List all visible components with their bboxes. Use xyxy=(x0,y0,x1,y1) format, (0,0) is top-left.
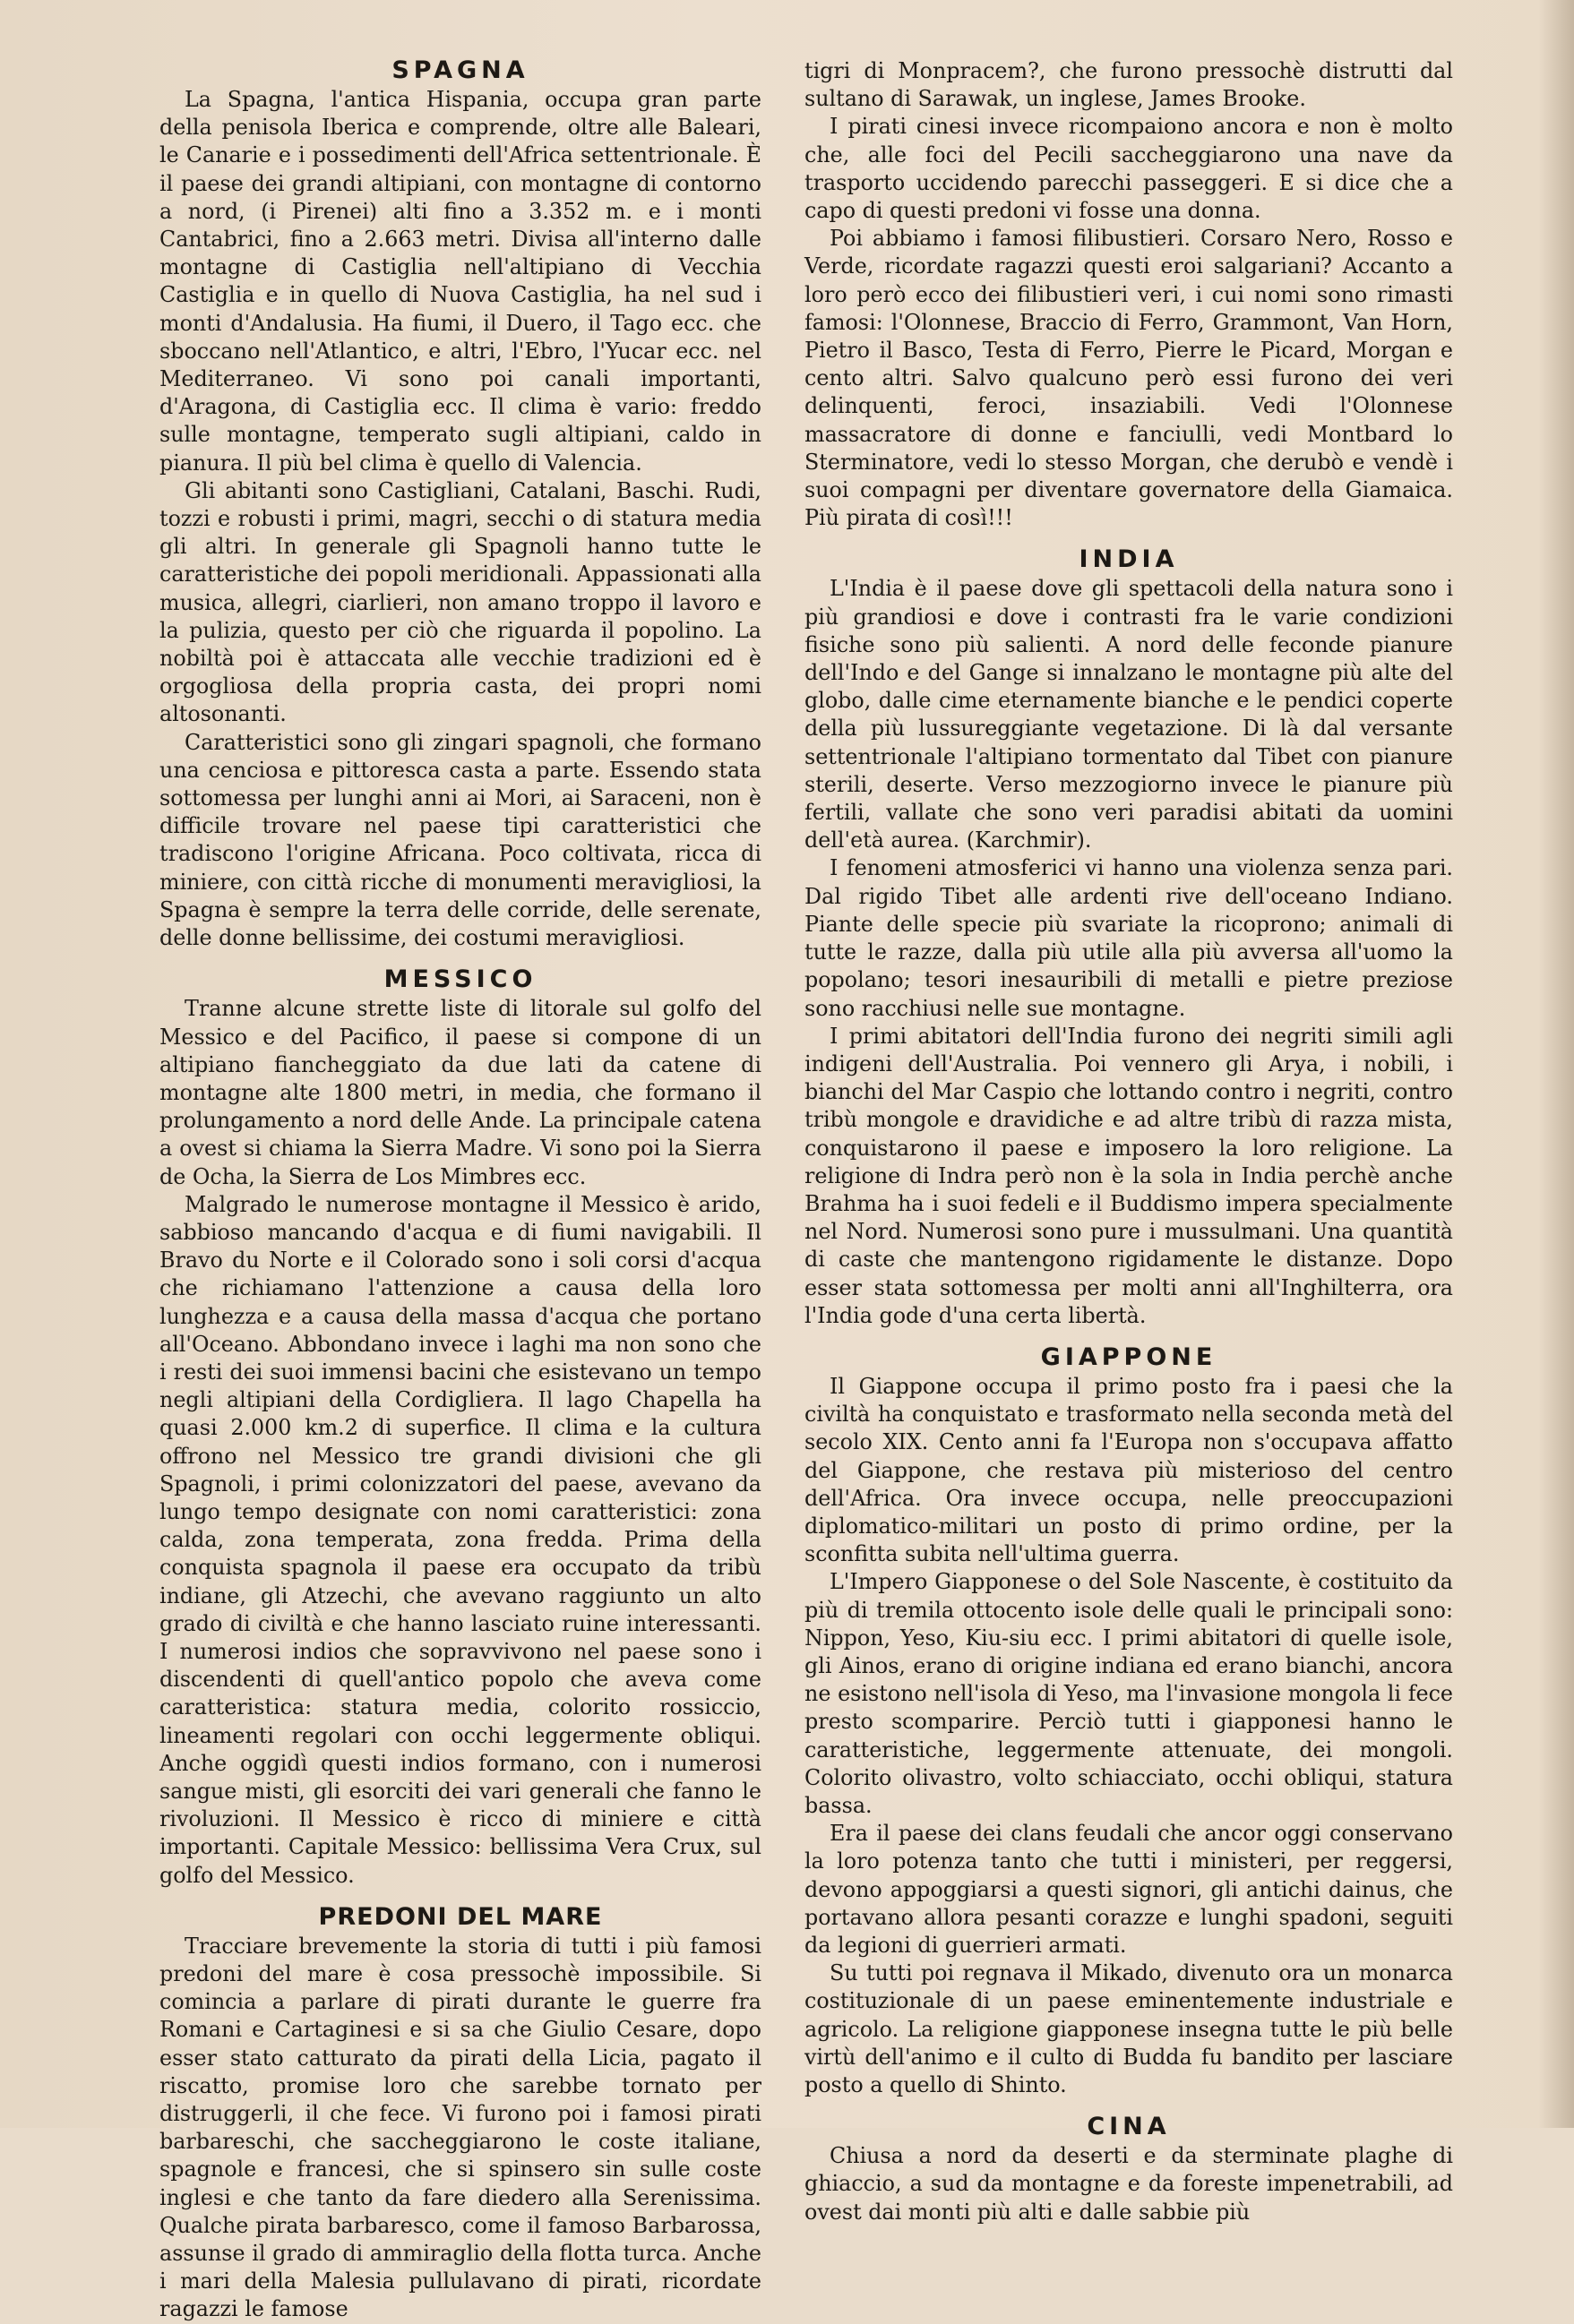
paragraph: Tranne alcune strette liste di litorale sul golfo del Messico e del Pacifico, il paese si compone di un altipiano fiancheggiato da due lati da catene di montagne alte 1800 metri, in media, che formano il prolungamento a nord delle Ande. La principale catena a ovest si chiama la Sierra Madre. Vi sono poi la Sierra de Ocha, la Sierra de Los Mimbres ecc. xyxy=(159,996,761,1189)
paragraph: Tracciare brevemente la storia di tutti i più famosi predoni del mare è cosa pressochè impossibile. Si comincia a parlare di pirati durante le guerre fra Romani e Cartaginesi e si sa che Giulio Cesare, dopo esser stato catturato da pirati della Licia, pagato il riscatto, promise loro che sarebbe tornato per distruggerli, il che fece. Vi furono poi i famosi pirati barbareschi, che saccheggiarono le coste italiane, spagnole e francesi, che si spinsero sin sulle coste inglesi e che tanto da fare diedero alla Serenissima. Qualche pirata barbaresco, come il famoso Barbarossa, assunse il grado di ammiraglio della flotta turca. Anche i mari della Malesia pullulavano di pirati, ricordate ragazzi le famose xyxy=(159,1933,761,2322)
paragraph: La Spagna, l'antica Hispania, occupa gran parte della penisola Iberica e comprende, oltre alle Baleari, le Canarie e i possedimenti dell'Africa settentrionale. È il paese dei grandi altipiani, con montagne di contorno a nord, (i Pirenei) alti fino a 3.352 m. e i monti Cantabrici, fino a 2.663 metri. Divisa all'interno dalle montagne di Castiglia nell'altipiano di Vecchia Castiglia e in quello di Nuova Castiglia, ha nel sud i monti d'Andalusia. Ha fiumi, il Duero, il Tago ecc. che sboccano nell'Atlantico, e altri, l'Ebro, l'Yucar ecc. nel Mediterraneo. Vi sono poi canali importanti, d'Aragona, di Castiglia ecc. Il clima è vario: freddo sulle montagne, temperato sugli altipiani, caldo in pianura. Il più bel clima è quello di Valencia. xyxy=(159,87,761,476)
paragraph: Chiusa a nord da deserti e da sterminate plaghe di ghiaccio, a sud da montagne e da foreste impenetrabili, ad ovest dai monti più alti e dalle sabbie più xyxy=(804,2143,1453,2225)
paragraph: L'Impero Giapponese o del Sole Nascente, è costituito da più di tremila ottocento isole delle quali le principali sono: Nippon, Yeso, Kiu-siu ecc. I primi abitatori di quelle isole, gli Ainos, erano di origine indiana ed erano bianchi, ancora ne esistono nell'isola di Yeso, ma l'invasione mongola li fece presto scomparire. Perciò tutti i giapponesi hanno le caratteristiche, leggermente attenuate, dei mongoli. Colorito olivastro, volto schiacciato, occhi obliqui, statura bassa. xyxy=(804,1569,1453,1818)
left-column xyxy=(159,56,761,2324)
paragraph: Caratteristici sono gli zingari spagnoli, che formano una cenciosa e pittoresca casta a parte. Essendo stata sottomessa per lunghi anni ai Mori, ai Saraceni, non è difficile trovare nel paese tipi caratteristici che tradiscono l'origine Africana. Poco coltivata, ricca di miniere, con città ricche di monumenti meravigliosi, la Spagna è sempre la terra delle corride, delle serenate, delle donne bellissime, dei costumi meravigliosi. xyxy=(159,729,761,951)
paragraph: Gli abitanti sono Castigliani, Catalani, Baschi. Rudi, tozzi e robusti i primi, magri, secchi o di statura media gli altri. In generale gli Spagnoli hanno tutte le caratteristiche dei popoli meridionali. Appassionati alla musica, allegri, ciarlieri, non amano troppo il lavoro e la pulizia, questo per ciò che riguarda il popolino. La nobiltà poi è attaccata alle vecchie tradizioni ed è orgogliosa della propria casta, dei propri nomi altosonanti. xyxy=(159,477,761,727)
right-column xyxy=(804,57,1453,2226)
paragraph: I fenomeni atmosferici vi hanno una violenza senza pari. Dal rigido Tibet alle ardenti rive dell'oceano Indiano. Piante delle specie più svariate la ricoprono; animali di tutte le razze, dalla più utile alla più avversa all'uomo la popolano; tesori inesauribili di metalli e pietre preziose sono racchiusi nelle sue montagne. xyxy=(804,855,1453,1021)
section-heading-messico: MESSICO xyxy=(383,965,538,994)
paragraph: L'India è il paese dove gli spettacoli della natura sono i più grandiosi e dove i contrasti fra le varie condizioni fisiche sono più salienti. A nord delle feconde pianure dell'Indo e del Gange si innalzano le montagne più alte del globo, dalle cime eternamente bianche e le pendici coperte della più lussureggiante vegetazione. Di là dal versante settentrionale l'altipiano tormentato dal Tibet con pianure sterili, deserte. Verso mezzogiorno invece le pianure più fertili, vallate che sono veri paradisi abitati da uomini dell'età aurea. (Karchmir). xyxy=(804,576,1453,853)
section-heading-spagna: SPAGNA xyxy=(391,56,529,84)
page-edge-shadow xyxy=(1538,0,1574,2128)
section-heading-predoni-del-mare: PREDONI DEL MARE xyxy=(318,1902,603,1931)
paragraph: Su tutti poi regnava il Mikado, divenuto ora un monarca costituzionale di un paese eminentemente industriale e agricolo. La religione giapponese insegna tutte le più belle virtù dell'animo e il culto di Budda fu bandito per lasciare posto a quello di Shinto. xyxy=(804,1960,1453,2098)
section-heading-india: INDIA xyxy=(1079,545,1179,574)
paragraph: I primi abitatori dell'India furono dei negriti simili agli indigeni dell'Australia. Poi vennero gli Arya, i nobili, i bianchi del Mar Caspio che lottando contro i negriti, contro tribù mongole e dravidiche e ad altre tribù di razza mista, conquistarono il paese e imposero la loro religione. La religione di Indra però non è la sola in India perchè anche Brahma ha i suoi fedeli e il Buddismo impera specialmente nel Nord. Numerosi sono pure i mussulmani. Una quantità di caste che mantengono rigidamente le distanze. Dopo esser stata sottomessa per molti anni all'Inghilterra, ora l'India gode d'una certa libertà. xyxy=(804,1023,1453,1328)
paragraph: Poi abbiamo i famosi filibustieri. Corsaro Nero, Rosso e Verde, ricordate ragazzi questi eroi salgariani? Accanto a loro però ecco dei filibustieri veri, i cui nomi sono rimasti famosi: l'Olonnese, Braccio di Ferro, Grammont, Van Horn, Pietro il Basco, Testa di Ferro, Pierre le Picard, Morgan e cento altri. Salvo qualcuno però essi furono dei veri delinquenti, feroci, insaziabili. Vedi l'Olonnese massacratore di donne e fanciulli, vedi Montbard lo Sterminatore, vedi lo stesso Morgan, che derubò e vendè i suoi compagni per diventare governatore della Giamaica. Più pirata di così!!! xyxy=(804,226,1453,531)
paragraph: Era il paese dei clans feudali che ancor oggi conservano la loro potenza tanto che tutti i ministeri, per reggersi, devono appoggiarsi a questi signori, gli antichi dainus, che portavano allora pesanti corazze e lunghi spadoni, seguiti da legioni di guerrieri armati. xyxy=(804,1821,1453,1958)
section-heading-giappone: GIAPPONE xyxy=(1040,1342,1217,1371)
paragraph: I pirati cinesi invece ricompaiono ancora e non è molto che, alle foci del Pecili saccheggiarono una nave da trasporto uccidendo parecchi passeggeri. E si dice che a capo di questi predoni vi fosse una donna. xyxy=(804,114,1453,224)
paragraph: Malgrado le numerose montagne il Messico è arido, sabbioso mancando d'acqua e di fiumi navigabili. Il Bravo du Norte e il Colorado sono i soli corsi d'acqua che richiamano l'attenzione a causa della loro lunghezza e a causa della massa d'acqua che portano all'Oceano. Abbondano invece i laghi ma non sono che i resti dei suoi immensi bacini che esistevano un tempo negli altipiani della Cordigliera. Il lago Chapella ha quasi 2.000 km.2 di superfice. Il clima e la cultura offrono nel Messico tre grandi divisioni che gli Spagnoli, i primi colonizzatori del paese, avevano da lungo tempo designate con nomi caratteristici: zona calda, zona temperata, zona fredda. Prima della conquista spagnola il paese era occupato da tribù indiane, gli Atzechi, che avevano raggiunto un alto grado di civiltà e che hanno lasciato ruine interessanti. I numerosi indios che sopravvivono nel paese sono i discendenti di quell'antico popolo che aveva come caratteristica: statura media, colorito rossiccio, lineamenti regolari con occhi leggermente obliqui. Anche oggidì questi indios formano, con i numerosi sangue misti, gli esorciti dei vari generali che fanno le rivoluzioni. Il Messico è ricco di miniere e città importanti. Capitale Messico: bellissima Vera Crux, sul golfo del Messico. xyxy=(159,1191,761,1888)
paragraph-continued: tigri di Monpracem?, che furono pressochè distrutti dal sultano di Sarawak, un inglese, James Brooke. xyxy=(804,58,1453,112)
paragraph: Il Giappone occupa il primo posto fra i paesi che la civiltà ha conquistato e trasformato nella seconda metà del secolo XIX. Cento anni fa l'Europa non s'occupava affatto del Giappone, che restava più misterioso del centro dell'Africa. Ora invece occupa, nelle preoccupazioni diplomatico-militari un posto di primo ordine, per la sconfitta subita nell'ultima guerra. xyxy=(804,1373,1453,1567)
section-heading-cina: CINA xyxy=(1087,2113,1171,2141)
